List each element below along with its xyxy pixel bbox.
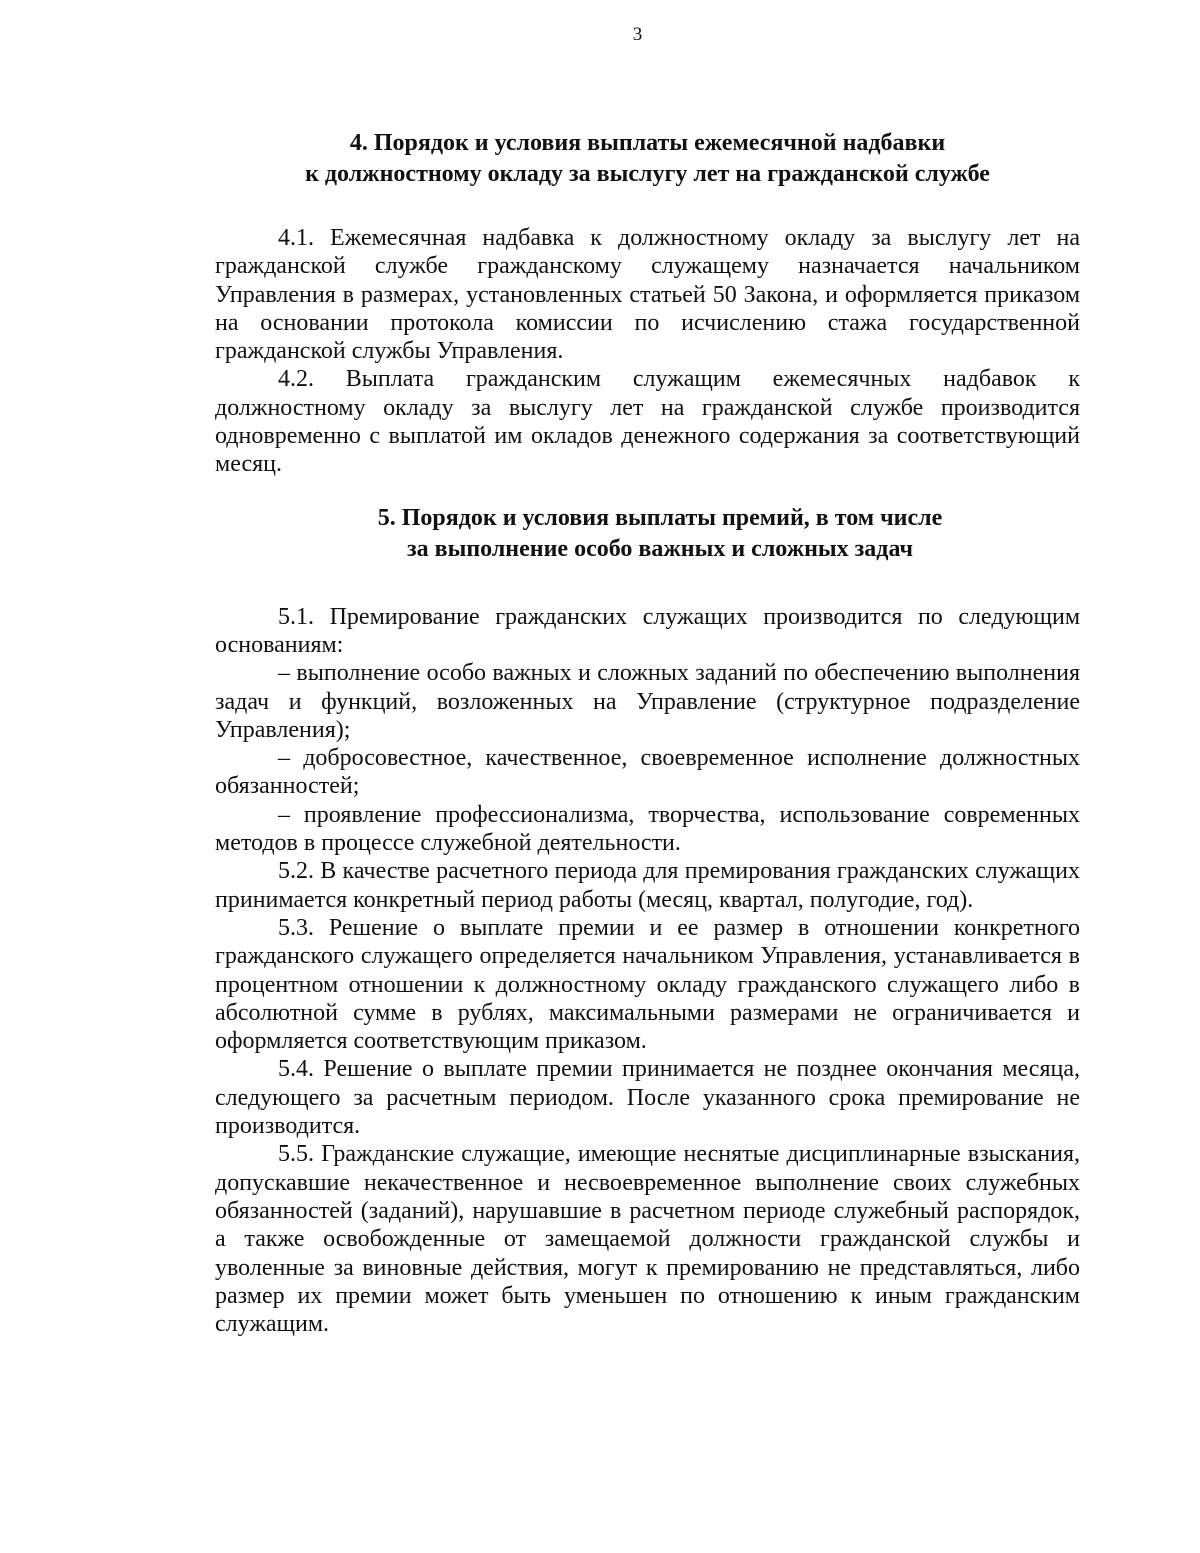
- section-4-title: [215, 128, 1080, 190]
- section-4-title-line-2: к должностному окладу за выслугу лет на гражданской службе: [305, 161, 990, 187]
- section-5-title-line-2: за выполнение особо важных и сложных задач: [406, 535, 914, 562]
- paragraph-5-3: 5.3. Решение о выплате премии и ее размер в отношении конкретного гражданского служащего определяется начальником Управления, устанавливается в процентном отношении к должностному окладу гражданского служащего либо в абсолютной сумме в рублях, максимальными размерами не ограничивается и оформляется соответствующим приказом.: [215, 914, 1080, 1055]
- paragraph-5-1-item-a: – выполнение особо важных и сложных заданий по обеспечению выполнения задач и функций, возложенных на Управление (структурное подразделение Управления);: [215, 660, 1080, 743]
- paragraph-5-5: 5.5. Гражданские служащие, имеющие неснятые дисциплинарные взыскания, допускавшие некачественное и несвоевременное выполнение своих служебных обязанностей (заданий), нарушавшие в расчетном периоде служебный распорядок, а также освобожденные от замещаемой должности гражданской службы и уволенные за виновные действия, могут к премированию не представляться, либо размер их премии может быть уменьшен по отношению к иным гражданским служащим.: [215, 1141, 1080, 1338]
- paragraph-4-1: 4.1. Ежемесячная надбавка к должностному окладу за выслугу лет на гражданской службе гражданскому служащему назначается начальником Управления в размерах, установленных статьей 50 Закона, и оформляется приказом на основании протокола комиссии по исчислению стажа государственной гражданской службы Управления.: [215, 225, 1080, 365]
- paragraph-5-1: 5.1. Премирование гражданских служащих производится по следующим основаниям:: [215, 603, 1080, 658]
- section-4-title-line-1: 4. Порядок и условия выплаты ежемесячной надбавки: [349, 130, 946, 156]
- paragraph-5-2: 5.2. В качестве расчетного периода для премирования гражданских служащих принимается конкретный период работы (месяц, квартал, полугодие, год).: [215, 858, 1080, 913]
- paragraph-4-2: 4.2. Выплата гражданским служащим ежемесячных надбавок к должностному окладу за выслугу лет на гражданской службе производится одновременно с выплатой им окладов денежного содержания за соответствующий месяц.: [215, 366, 1080, 478]
- paragraph-5-1-item-c: – проявление профессионализма, творчества, использование современных методов в процессе служебной деятельности.: [215, 801, 1080, 857]
- section-5-title-line-1: 5. Порядок и условия выплаты премий, в том числе: [377, 504, 943, 531]
- section-5-title: [215, 503, 1080, 565]
- paragraph-5-1-item-b: – добросовестное, качественное, своевременное исполнение должностных обязанностей;: [215, 745, 1080, 800]
- paragraph-5-4: 5.4. Решение о выплате премии принимается не позднее окончания месяца, следующего за расчетным периодом. После указанного срока премирование не производится.: [215, 1056, 1080, 1140]
- page-number: 3: [632, 24, 643, 45]
- document-body: [215, 128, 1080, 1338]
